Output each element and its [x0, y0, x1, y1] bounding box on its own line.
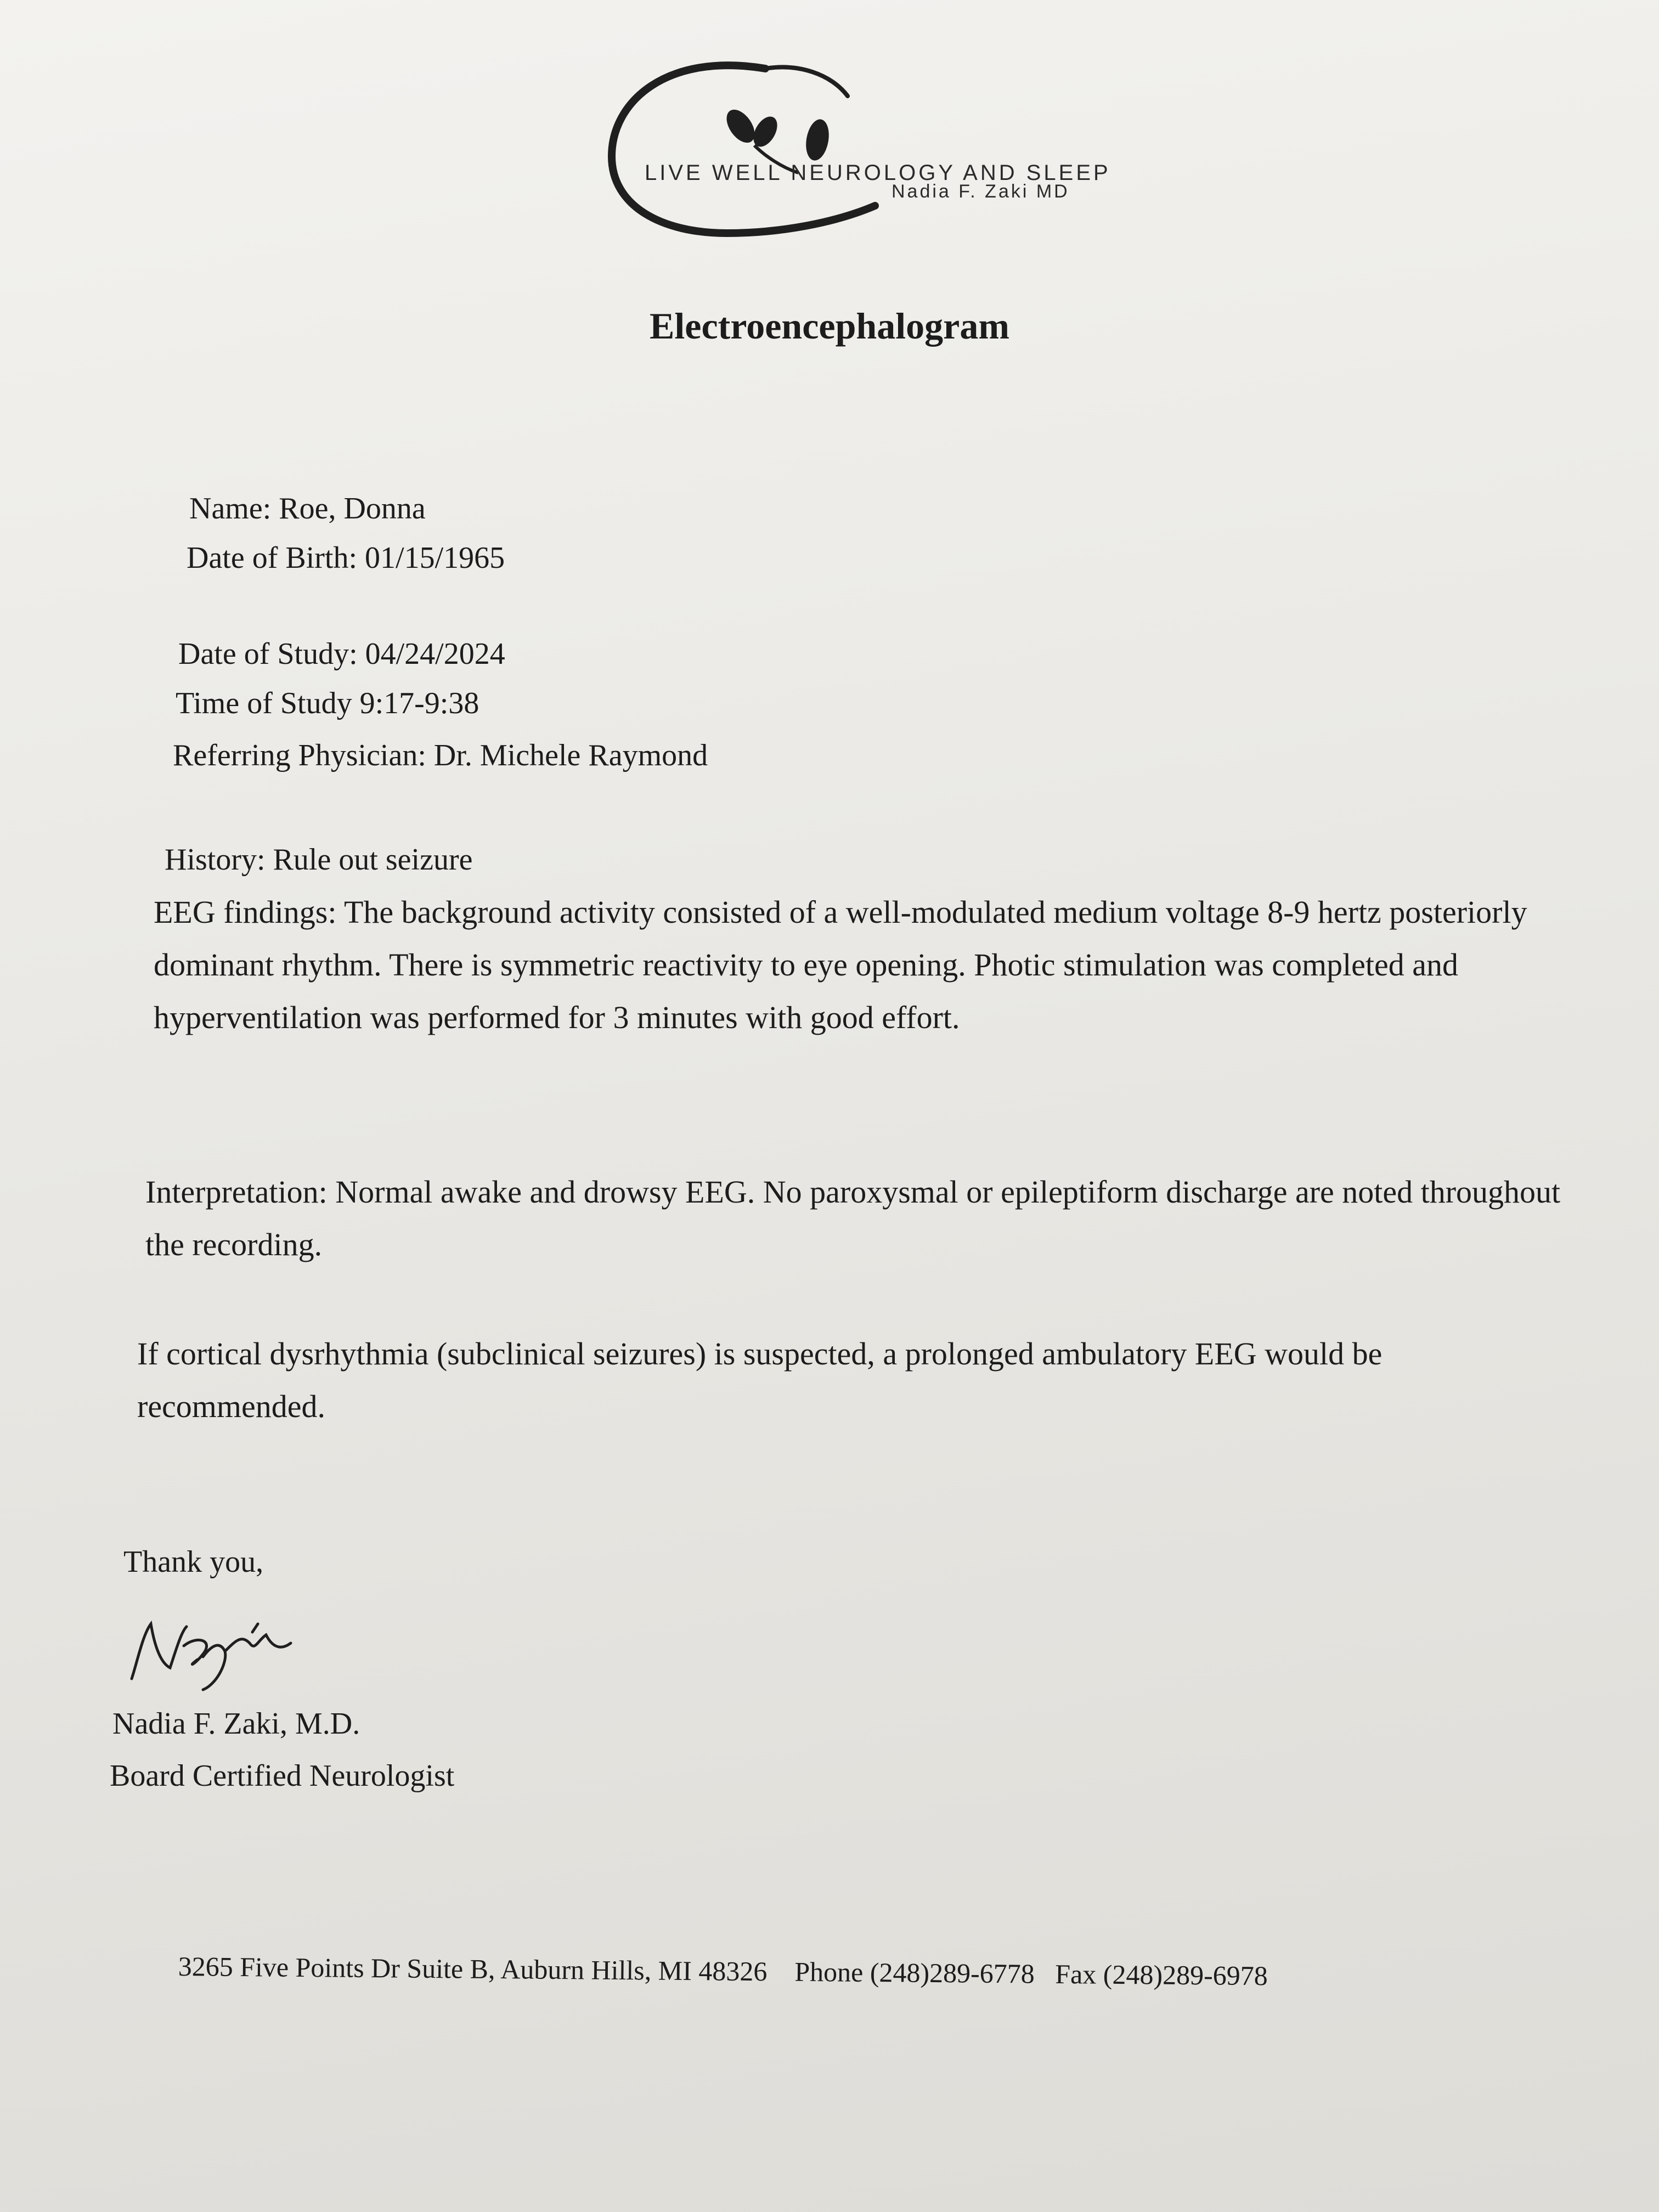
referring-physician-label: Referring Physician: — [173, 738, 426, 772]
study-date: 04/24/2024 — [365, 637, 505, 671]
dob-line — [187, 540, 505, 575]
eeg-findings-text: The background activity consisted of a well-modulated medium voltage 8-9 hertz posteriorly dominant rhythm. There is symmetric reactivity to eye opening. Photic stimulation was completed and hyperventilation was performed for 3 minutes with good effort. — [154, 894, 1527, 1035]
eeg-findings — [154, 886, 1580, 1044]
study-date-label: Date of Study: — [178, 637, 358, 671]
history-line — [165, 842, 472, 877]
handwritten-signature — [121, 1602, 329, 1695]
study-time-line — [176, 686, 479, 721]
logo-swoosh-icon — [601, 58, 1149, 255]
logo-doctor-name: Nadia F. Zaki MD — [891, 181, 1070, 202]
study-time-label: Time of Study — [176, 686, 352, 720]
patient-name-line — [189, 491, 426, 526]
footer-phone: Phone (248)289-6778 — [794, 1956, 1035, 1989]
patient-name-label: Name: — [189, 492, 272, 526]
signatory-name: Nadia F. Zaki, M.D. — [112, 1707, 360, 1741]
history-text: Rule out seizure — [273, 843, 473, 877]
recommendation-text: If cortical dysrhythmia (subclinical seizures) is suspected, a prolonged ambulatory EEG would be recommended. — [137, 1336, 1383, 1424]
interpretation — [145, 1166, 1561, 1271]
referring-physician-line — [173, 738, 708, 773]
study-time: 9:17-9:38 — [359, 686, 479, 720]
clinic-logo — [601, 58, 1149, 255]
patient-name: Roe, Donna — [279, 492, 426, 526]
history-label: History: — [165, 843, 266, 877]
referring-physician: Dr. Michele Raymond — [433, 738, 708, 772]
footer-fax: Fax (248)289-6978 — [1055, 1958, 1268, 1991]
study-date-line — [178, 636, 505, 672]
eeg-findings-label: EEG findings: — [154, 894, 337, 930]
logo-clinic-name: LIVE WELL NEUROLOGY AND SLEEP — [645, 161, 1111, 185]
interpretation-label: Interpretation: — [145, 1174, 328, 1210]
closing-text: Thank you, — [123, 1545, 264, 1579]
footer-address: 3265 Five Points Dr Suite B, Auburn Hills, MI 48326 — [178, 1951, 768, 1987]
dob-label: Date of Birth: — [187, 541, 358, 575]
dob-value: 01/15/1965 — [365, 541, 505, 575]
interpretation-text: Normal awake and drowsy EEG. No paroxysmal or epileptiform discharge are noted throughout the recording. — [145, 1174, 1561, 1262]
signatory-credential: Board Certified Neurologist — [110, 1759, 455, 1793]
document-title: Electroencephalogram — [650, 305, 1009, 347]
footer-contact — [178, 1950, 1268, 1991]
